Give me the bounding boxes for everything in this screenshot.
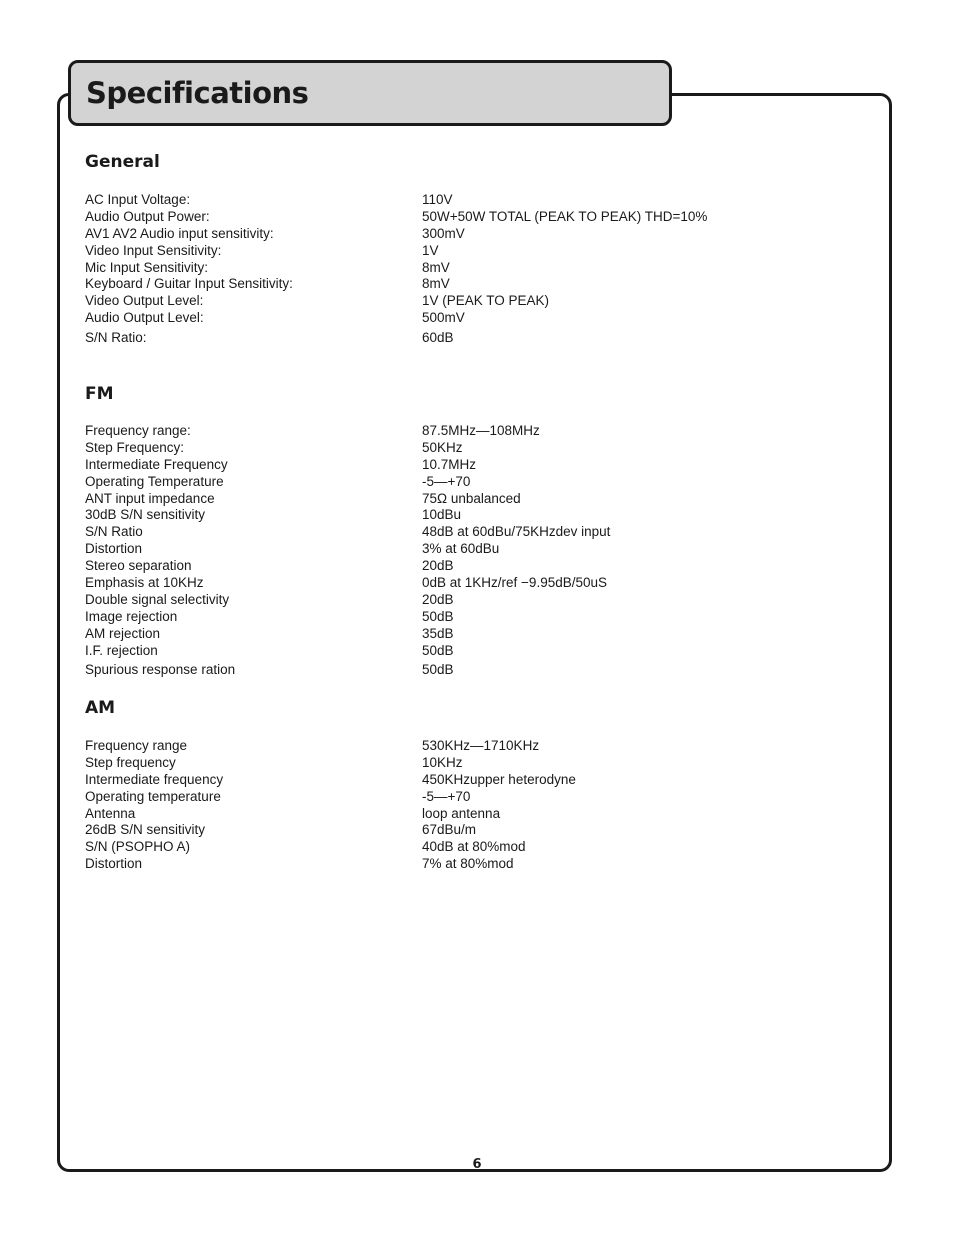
spec-value: 110V	[422, 192, 453, 207]
spec-row	[85, 423, 805, 440]
spec-value: 60dB	[422, 330, 454, 346]
spec-row	[85, 192, 805, 209]
spec-list-fm	[85, 423, 805, 679]
spec-value: 50dB	[422, 642, 454, 658]
spec-value: 10.7MHz	[422, 456, 477, 472]
spec-row	[85, 643, 805, 660]
spec-value: loop antenna	[422, 805, 501, 821]
spec-row	[85, 310, 805, 327]
spec-value: 8mV	[422, 259, 450, 275]
spec-label: Mic Input Sensitivity:	[85, 259, 209, 275]
section-heading-fm: FM	[85, 384, 114, 404]
spec-value: 35dB	[422, 625, 454, 641]
spec-row	[85, 507, 805, 524]
spec-value: -5—+70	[422, 473, 471, 489]
spec-value: 20dB	[422, 558, 454, 574]
spec-label: Spurious response ration	[85, 662, 236, 678]
spec-row	[85, 806, 805, 823]
spec-value: 20dB	[422, 591, 454, 607]
section-heading-general: General	[85, 152, 160, 172]
spec-label: Video Output Level:	[85, 293, 204, 309]
spec-value: 530KHz—1710KHz	[422, 738, 540, 753]
spec-row	[85, 243, 805, 260]
spec-value: 7% at 80%mod	[422, 856, 514, 872]
spec-label: AM rejection	[85, 625, 161, 641]
spec-value: 40dB at 80%mod	[422, 839, 526, 855]
spec-label: Operating Temperature	[85, 473, 224, 489]
spec-row	[85, 738, 805, 755]
spec-label: I.F. rejection	[85, 642, 158, 658]
spec-value: 10dBu	[422, 507, 462, 523]
spec-label: AC Input Voltage:	[85, 192, 191, 207]
spec-row	[85, 209, 805, 226]
spec-row	[85, 789, 805, 806]
section-heading-am: AM	[85, 698, 116, 718]
spec-row	[85, 440, 805, 457]
spec-label: S/N Ratio:	[85, 330, 147, 346]
spec-value: 450KHzupper heterodyne	[422, 771, 576, 787]
spec-row	[85, 524, 805, 541]
spec-row	[85, 226, 805, 243]
spec-list-am	[85, 738, 805, 873]
spec-value: 500mV	[422, 310, 465, 326]
spec-value: 67dBu/m	[422, 822, 477, 838]
spec-row	[85, 822, 805, 839]
page-number: 6	[472, 1157, 482, 1172]
spec-row	[85, 474, 805, 491]
spec-row	[85, 755, 805, 772]
spec-label: Audio Output Power:	[85, 208, 210, 224]
spec-row	[85, 293, 805, 310]
spec-value: 75Ω unbalanced	[422, 490, 521, 506]
spec-value: 50KHz	[422, 439, 463, 455]
spec-row	[85, 558, 805, 575]
spec-value: 50W+50W TOTAL (PEAK TO PEAK) THD=10%	[422, 208, 708, 224]
spec-label: Frequency range	[85, 738, 188, 753]
spec-value: 300mV	[422, 225, 465, 241]
spec-value: 0dB at 1KHz/ref −9.95dB/50uS	[422, 575, 607, 591]
spec-row	[85, 575, 805, 592]
spec-label: Operating temperature	[85, 788, 221, 804]
spec-row	[85, 856, 805, 873]
spec-list-general	[85, 192, 805, 347]
spec-row	[85, 457, 805, 474]
spec-value: -5—+70	[422, 788, 471, 804]
spec-label: AV1 AV2 Audio input sensitivity:	[85, 225, 274, 241]
spec-label: Distortion	[85, 856, 143, 872]
spec-row	[85, 491, 805, 508]
spec-value: 48dB at 60dBu/75KHzdev input	[422, 524, 611, 540]
spec-label: 30dB S/N sensitivity	[85, 507, 206, 523]
spec-value: 3% at 60dBu	[422, 541, 500, 557]
spec-label: Antenna	[85, 805, 136, 821]
spec-row	[85, 839, 805, 856]
spec-row	[85, 327, 805, 347]
spec-value: 8mV	[422, 276, 450, 292]
spec-value: 50dB	[422, 608, 454, 624]
spec-label: Intermediate Frequency	[85, 456, 228, 472]
spec-label: Double signal selectivity	[85, 591, 230, 607]
spec-row	[85, 626, 805, 643]
spec-value: 1V (PEAK TO PEAK)	[422, 293, 550, 309]
spec-label: Emphasis at 10KHz	[85, 575, 204, 591]
spec-row	[85, 276, 805, 293]
spec-label: S/N Ratio	[85, 524, 143, 540]
page-title: Specifications	[86, 76, 309, 110]
spec-value: 1V	[422, 242, 439, 258]
title-tab	[68, 60, 672, 126]
spec-label: Stereo separation	[85, 558, 192, 574]
spec-label: Distortion	[85, 541, 143, 557]
spec-label: Frequency range:	[85, 423, 191, 438]
spec-row	[85, 659, 805, 679]
spec-row	[85, 609, 805, 626]
spec-label: Image rejection	[85, 608, 178, 624]
spec-value: 87.5MHz—108MHz	[422, 423, 540, 438]
spec-label: Intermediate frequency	[85, 771, 224, 787]
spec-label: ANT input impedance	[85, 490, 215, 506]
spec-label: Audio Output Level:	[85, 310, 204, 326]
spec-value: 50dB	[422, 662, 454, 678]
spec-row	[85, 260, 805, 277]
spec-label: S/N (PSOPHO A)	[85, 839, 191, 855]
spec-label: Step frequency	[85, 754, 176, 770]
spec-label: Keyboard / Guitar Input Sensitivity:	[85, 276, 293, 292]
spec-row	[85, 592, 805, 609]
spec-label: Step Frequency:	[85, 439, 185, 455]
spec-value: 10KHz	[422, 754, 463, 770]
spec-row	[85, 772, 805, 789]
spec-row	[85, 541, 805, 558]
spec-label: Video Input Sensitivity:	[85, 242, 222, 258]
spec-label: 26dB S/N sensitivity	[85, 822, 206, 838]
